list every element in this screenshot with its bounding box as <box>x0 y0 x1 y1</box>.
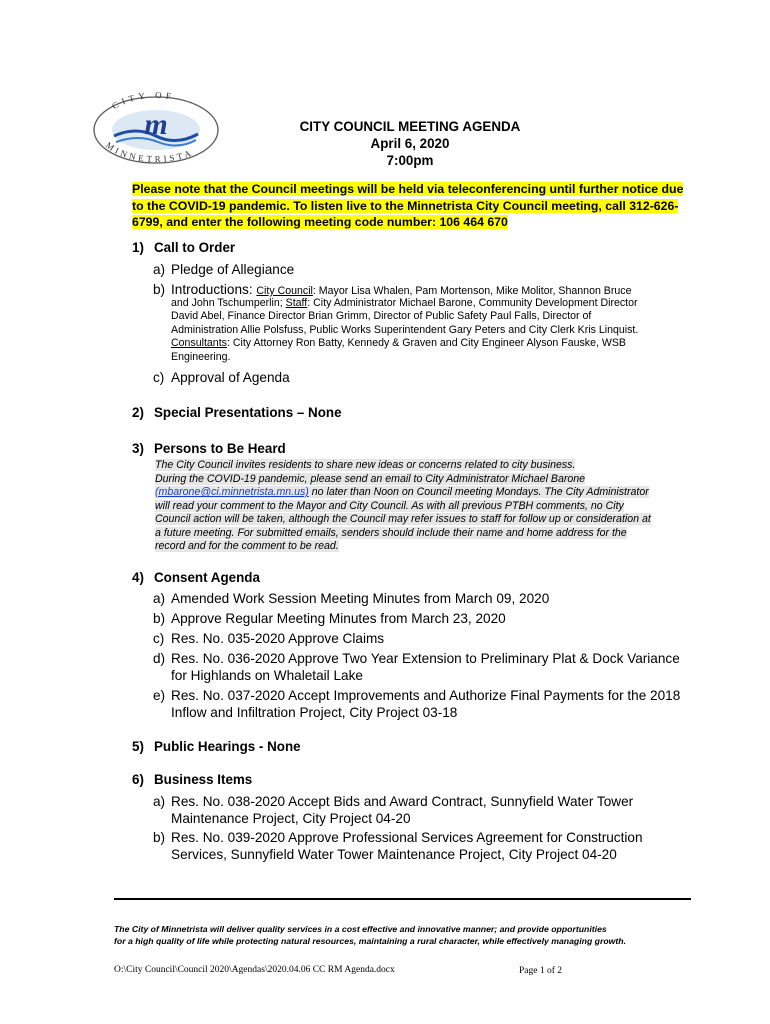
agenda-item-1c <box>153 369 290 386</box>
section-number: 2) <box>132 405 144 420</box>
section-title: Special Presentations – None <box>154 405 342 420</box>
city-council-label: City Council <box>256 285 313 297</box>
svg-text:MINNETRISTA: MINNETRISTA <box>103 139 196 164</box>
covid-notice <box>132 181 702 231</box>
item-letter: b) <box>153 282 166 297</box>
info-line: a future meeting. For submitted emails, senders should include their name and home address for the <box>155 526 627 539</box>
agenda-item-6a <box>153 793 633 810</box>
agenda-item-4d <box>153 650 680 667</box>
item-text: Res. No. 039-2020 Approve Professional Services Agreement for Construction <box>171 830 643 845</box>
file-path: O:\City Council\Council 2020\Agendas\2020.04.06 CC RM Agenda.docx <box>114 965 395 975</box>
item-letter: a) <box>153 591 166 606</box>
item-letter: b) <box>153 611 166 626</box>
city-seal-icon <box>86 90 226 164</box>
intro-line: : City Attorney Ron Batty, Kennedy & Graven and City Engineer Alyson Fauske, WSB <box>226 337 626 350</box>
agenda-header <box>230 118 590 169</box>
agenda-item-4d-cont: for Highlands on Whaletail Lake <box>171 668 363 683</box>
intro-line: : City Administrator Michael Barone, Community Development Director <box>307 297 638 309</box>
item-text: Res. No. 037-2020 Accept Improvements and Authorize Final Payments for the 2018 <box>171 688 681 703</box>
city-logo <box>86 90 226 164</box>
item-text: Amended Work Session Meeting Minutes from March 09, 2020 <box>171 591 550 606</box>
mission-line-2: for a high quality of life while protecting natural resources, maintaining a rural character, while effectively managing growth. <box>114 936 627 946</box>
item-letter: b) <box>153 830 166 845</box>
mission-line-1: The City of Minnetrista will deliver quality services in a cost effective and innovative manner; and provide opportunities <box>114 924 607 934</box>
item-text: Pledge of Allegiance <box>171 262 295 277</box>
section-number: 5) <box>132 739 144 754</box>
agenda-title: CITY COUNCIL MEETING AGENDA <box>299 119 521 134</box>
agenda-item-4c <box>153 630 384 647</box>
item-letter: a) <box>153 794 166 809</box>
section-title: Call to Order <box>154 240 236 255</box>
info-line: will read your comment to the Mayor and City Council. As with all previous PTBH comments, no City <box>155 499 624 512</box>
introductions-details <box>171 297 691 364</box>
introductions-label: Introductions: <box>171 282 253 297</box>
section-number: 6) <box>132 772 144 787</box>
page-number: Page 1 of 2 <box>519 966 563 976</box>
item-letter: a) <box>153 262 166 277</box>
agenda-item-6a-cont: Maintenance Project, City Project 04-20 <box>171 811 411 826</box>
section-title: Business Items <box>154 772 253 787</box>
item-text: Res. No. 035-2020 Approve Claims <box>171 631 385 646</box>
notice-line-2: to the COVID-19 pandemic. To listen live to the Minnetrista City Council meeting, call 312-626- <box>132 198 679 213</box>
agenda-time: 7:00pm <box>386 153 434 168</box>
section-6-heading <box>132 772 252 787</box>
notice-line-3: 6799, and enter the following meeting code number: 106 464 670 <box>132 215 508 229</box>
persons-to-be-heard-info <box>155 459 690 554</box>
agenda-item-4a <box>153 590 549 607</box>
section-1-heading <box>132 240 235 255</box>
info-line: During the COVID-19 pandemic, please send an email to City Administrator Michael Barone <box>155 472 586 485</box>
section-5-heading <box>132 739 301 754</box>
section-title: Persons to Be Heard <box>154 441 286 456</box>
item-text: Approve Regular Meeting Minutes from March 23, 2020 <box>171 611 506 626</box>
notice-line-1: Please note that the Council meetings will be held via teleconferencing until further notice due <box>132 182 684 196</box>
info-line: Council action will be taken, although the Council may refer issues to staff for follow up or consideration at <box>155 513 651 525</box>
section-3-heading <box>132 441 286 456</box>
agenda-item-4b <box>153 610 506 627</box>
council-members: : Mayor Lisa Whalen, Pam Mortenson, Mike Molitor, Shannon Bruce <box>312 285 632 297</box>
item-letter: e) <box>153 688 166 703</box>
agenda-item-4e <box>153 687 680 704</box>
svg-text:CITY OF: CITY OF <box>110 90 176 112</box>
item-text: Approval of Agenda <box>171 370 290 385</box>
footer-divider <box>114 898 691 900</box>
staff-label: Staff <box>285 297 308 309</box>
intro-line: and John Tschumperlin; <box>171 297 286 309</box>
item-text: Res. No. 036-2020 Approve Two Year Extension to Preliminary Plat & Dock Variance <box>171 651 680 666</box>
item-letter: c) <box>153 631 165 646</box>
section-number: 4) <box>132 570 144 585</box>
consultants-label: Consultants <box>171 337 227 350</box>
section-number: 3) <box>132 441 144 456</box>
section-4-heading <box>132 570 260 585</box>
item-text: Res. No. 038-2020 Accept Bids and Award Contract, Sunnyfield Water Tower <box>171 794 634 809</box>
intro-line: David Abel, Finance Director Brian Grimm, Director of Public Safety Paul Falls, Director of <box>171 310 592 323</box>
intro-line: Administration Allie Polsfuss, Public Works Superintendent Gary Peters and City Clerk Kris Linquist. <box>171 323 639 336</box>
info-line: record and for the comment to be read. <box>155 540 339 552</box>
section-title: Public Hearings - None <box>154 739 301 754</box>
svg-text:m: m <box>144 108 168 141</box>
agenda-item-1a <box>153 261 294 278</box>
section-2-heading <box>132 405 342 420</box>
info-line: no later than Noon on Council meeting Mondays. The City Administrator <box>308 486 649 498</box>
agenda-item-6b-cont: Services, Sunnyfield Water Tower Maintenance Project, City Project 04-20 <box>171 847 617 862</box>
email-link[interactable]: (mbarone@ci.minnetrista.mn.us) <box>155 486 309 498</box>
agenda-item-4e-cont: Inflow and Infiltration Project, City Project 03-18 <box>171 705 458 720</box>
agenda-item-6b <box>153 829 643 846</box>
section-title: Consent Agenda <box>154 570 260 585</box>
item-letter: c) <box>153 370 165 385</box>
section-number: 1) <box>132 240 144 255</box>
item-letter: d) <box>153 651 166 666</box>
agenda-date: April 6, 2020 <box>370 136 450 151</box>
intro-line: Engineering. <box>171 350 231 363</box>
mission-statement <box>114 923 704 947</box>
info-line: The City Council invites residents to share new ideas or concerns related to city business. <box>155 459 576 471</box>
